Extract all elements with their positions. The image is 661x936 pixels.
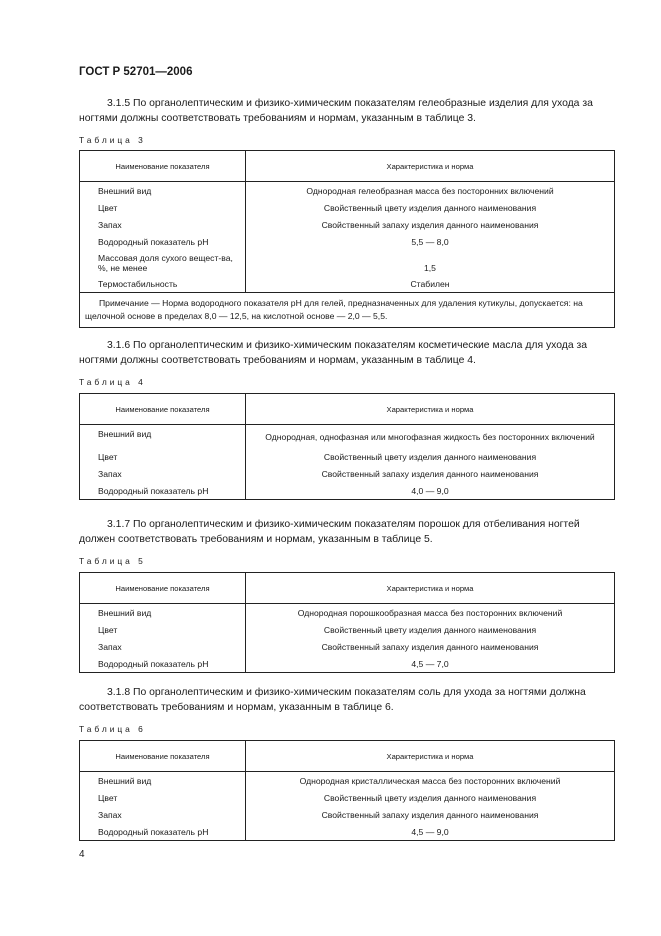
row-name: Водородный показатель рН [80,233,246,250]
row-name: Цвет [80,789,246,806]
row-name: Цвет [80,621,246,638]
table-row [80,621,615,638]
table-4-caption: Таблица 4 [79,377,146,387]
row-value: Однородная, однофазная или многофазная жидкость без посторонних включений [246,425,615,449]
row-value: Свойственный цвету изделия данного наименования [246,199,615,216]
row-name: Запах [80,806,246,823]
table-row [80,199,615,216]
row-name: Внешний вид [80,182,246,200]
table-row [80,772,615,790]
table-row [80,425,615,449]
page-number: 4 [79,849,85,860]
table-row [80,216,615,233]
table-row [80,482,615,500]
col-header-name: Наименование показателя [80,573,246,604]
row-name: Термостабильность [80,275,246,293]
row-name: Массовая доля сухого вещест-ва, %, не менее [80,250,246,275]
row-value: 5,5 — 8,0 [246,233,615,250]
row-value: Свойственный запаху изделия данного наименования [246,638,615,655]
section-3-1-8-text: 3.1.8 По органолептическим и физико-химическим показателям соль для ухода за ногтями должна соответствовать требованиям и нормам, указанным в таблице 6. [79,687,586,713]
row-value: Свойственный запаху изделия данного наименования [246,216,615,233]
table-row [80,182,615,200]
table-row [80,789,615,806]
table-5 [79,572,615,673]
row-name: Внешний вид [80,425,246,449]
table-5-caption: Таблица 5 [79,556,146,566]
col-header-value: Характеристика и норма [246,151,615,182]
table-3-caption: Таблица 3 [79,135,146,145]
section-3-1-6-text: 3.1.6 По органолептическим и физико-химическим показателям косметические масла для ухода за ногтями должны соответствовать требованиям и нормам, указанным в таблице 4. [79,340,588,366]
section-3-1-7-text: 3.1.7 По органолептическим и физико-химическим показателям порошок для отбеливания ногтей должен соответствовать требованиям и нормам, указанным в таблице 5. [79,519,580,545]
section-3-1-5-text: 3.1.5 По органолептическим и физико-химическим показателям гелеобразные изделия для ухода за ногтями должны соответствовать требованиям и нормам, указанным в таблице 3. [79,98,593,124]
row-name: Внешний вид [80,772,246,790]
table-row [80,823,615,841]
row-value: 4,5 — 7,0 [246,655,615,673]
table-6 [79,740,615,841]
table-3-note: Примечание — Норма водородного показателя рН для гелей, предназначенных для удаления кутикулы, допускается: на щелочной основе в пределах 8,0 — 12,5, на кислотной основе — 2,0 — 5,5. [80,293,615,328]
col-header-value: Характеристика и норма [246,573,615,604]
table-4 [79,393,615,500]
col-header-value: Характеристика и норма [246,394,615,425]
table-row [80,250,615,275]
col-header-name: Наименование показателя [80,394,246,425]
row-value: Однородная кристаллическая масса без посторонних включений [246,772,615,790]
row-value: 4,0 — 9,0 [246,482,615,500]
col-header-value: Характеристика и норма [246,741,615,772]
table-6-caption: Таблица 6 [79,724,146,734]
row-value: Свойственный цвету изделия данного наименования [246,448,615,465]
row-name: Водородный показатель рН [80,482,246,500]
row-name: Цвет [80,199,246,216]
row-name: Внешний вид [80,604,246,622]
table-row [80,604,615,622]
document-header: ГОСТ Р 52701—2006 [79,66,193,78]
row-value: Свойственный цвету изделия данного наименования [246,621,615,638]
row-value: 4,5 — 9,0 [246,823,615,841]
row-value: Свойственный запаху изделия данного наименования [246,806,615,823]
table-3 [79,150,615,328]
col-header-name: Наименование показателя [80,151,246,182]
table-note-row [80,293,615,328]
row-name: Запах [80,638,246,655]
row-name: Цвет [80,448,246,465]
row-name: Водородный показатель рН [80,823,246,841]
col-header-name: Наименование показателя [80,741,246,772]
row-value: 1,5 [246,250,615,275]
row-name: Запах [80,216,246,233]
row-value: Однородная порошкообразная масса без посторонних включений [246,604,615,622]
table-row [80,655,615,673]
table-row [80,465,615,482]
table-row [80,233,615,250]
row-name: Водородный показатель рН [80,655,246,673]
table-row [80,448,615,465]
row-value: Однородная гелеобразная масса без посторонних включений [246,182,615,200]
row-value: Свойственный запаху изделия данного наименования [246,465,615,482]
table-row [80,806,615,823]
row-name: Запах [80,465,246,482]
row-value: Свойственный цвету изделия данного наименования [246,789,615,806]
table-row [80,638,615,655]
row-value: Стабилен [246,275,615,293]
table-row [80,275,615,293]
